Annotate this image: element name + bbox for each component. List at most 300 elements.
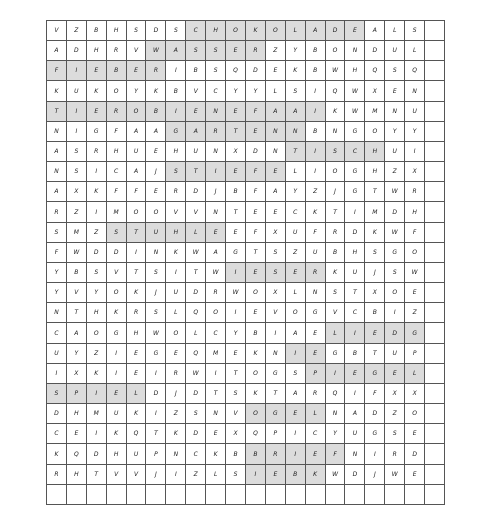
grid-cell[interactable]: T [365, 182, 385, 202]
grid-cell[interactable] [345, 485, 365, 505]
grid-cell[interactable]: D [345, 223, 365, 243]
grid-cell[interactable]: C [206, 323, 226, 343]
grid-cell[interactable]: K [107, 424, 127, 444]
grid-cell[interactable]: G [365, 424, 385, 444]
grid-cell[interactable]: D [146, 384, 166, 404]
grid-cell[interactable] [425, 21, 445, 41]
grid-cell[interactable]: T [345, 283, 365, 303]
grid-cell[interactable]: A [127, 162, 147, 182]
grid-cell[interactable]: H [87, 41, 107, 61]
grid-cell[interactable] [425, 182, 445, 202]
grid-cell[interactable]: O [326, 162, 346, 182]
grid-cell[interactable]: Z [67, 202, 87, 222]
grid-cell[interactable]: Y [67, 344, 87, 364]
grid-cell[interactable]: Q [326, 384, 346, 404]
grid-cell[interactable]: B [87, 21, 107, 41]
grid-cell[interactable]: K [87, 81, 107, 101]
grid-cell[interactable] [67, 485, 87, 505]
grid-cell[interactable]: X [405, 162, 425, 182]
grid-cell[interactable]: R [87, 142, 107, 162]
grid-cell[interactable]: T [226, 122, 246, 142]
grid-cell[interactable]: N [146, 243, 166, 263]
grid-cell[interactable]: I [286, 444, 306, 464]
grid-cell[interactable]: I [306, 102, 326, 122]
grid-cell[interactable]: O [405, 404, 425, 424]
grid-cell[interactable]: T [286, 142, 306, 162]
grid-cell[interactable]: U [286, 223, 306, 243]
grid-cell[interactable] [146, 485, 166, 505]
grid-cell[interactable]: W [146, 41, 166, 61]
grid-cell[interactable]: Q [127, 424, 147, 444]
grid-cell[interactable]: N [266, 344, 286, 364]
grid-cell[interactable]: U [345, 263, 365, 283]
grid-cell[interactable]: H [206, 21, 226, 41]
grid-cell[interactable]: K [306, 202, 326, 222]
grid-cell[interactable]: E [345, 21, 365, 41]
grid-cell[interactable]: S [226, 384, 246, 404]
grid-cell[interactable]: Q [365, 61, 385, 81]
grid-cell[interactable]: O [326, 41, 346, 61]
grid-cell[interactable]: S [67, 162, 87, 182]
grid-cell[interactable]: E [266, 162, 286, 182]
grid-cell[interactable]: O [226, 21, 246, 41]
grid-cell[interactable]: U [405, 102, 425, 122]
grid-cell[interactable]: J [326, 182, 346, 202]
grid-cell[interactable]: S [127, 21, 147, 41]
grid-cell[interactable]: T [146, 424, 166, 444]
grid-cell[interactable]: F [127, 182, 147, 202]
grid-cell[interactable]: D [246, 61, 266, 81]
grid-cell[interactable]: C [206, 81, 226, 101]
grid-cell[interactable]: V [266, 303, 286, 323]
grid-cell[interactable]: X [67, 364, 87, 384]
grid-cell[interactable]: S [166, 162, 186, 182]
grid-cell[interactable] [425, 323, 445, 343]
grid-cell[interactable]: R [206, 122, 226, 142]
grid-cell[interactable]: N [345, 41, 365, 61]
grid-cell[interactable]: I [405, 142, 425, 162]
grid-cell[interactable]: P [405, 344, 425, 364]
grid-cell[interactable]: U [345, 424, 365, 444]
grid-cell[interactable]: H [67, 465, 87, 485]
grid-cell[interactable]: E [345, 364, 365, 384]
grid-cell[interactable]: Y [127, 81, 147, 101]
grid-cell[interactable]: Y [286, 182, 306, 202]
grid-cell[interactable] [425, 465, 445, 485]
grid-cell[interactable]: B [67, 263, 87, 283]
grid-cell[interactable]: K [47, 444, 67, 464]
grid-cell[interactable]: N [47, 122, 67, 142]
grid-cell[interactable]: N [206, 102, 226, 122]
grid-cell[interactable] [246, 485, 266, 505]
grid-cell[interactable]: A [47, 142, 67, 162]
grid-cell[interactable]: R [206, 283, 226, 303]
grid-cell[interactable] [425, 444, 445, 464]
grid-cell[interactable]: I [107, 344, 127, 364]
grid-cell[interactable]: Q [405, 61, 425, 81]
grid-cell[interactable]: N [345, 444, 365, 464]
grid-cell[interactable]: O [385, 283, 405, 303]
grid-cell[interactable]: D [107, 243, 127, 263]
grid-cell[interactable]: D [67, 41, 87, 61]
grid-cell[interactable]: K [127, 283, 147, 303]
grid-cell[interactable]: G [345, 182, 365, 202]
grid-cell[interactable]: M [365, 202, 385, 222]
grid-cell[interactable]: O [246, 283, 266, 303]
grid-cell[interactable]: N [326, 122, 346, 142]
grid-cell[interactable]: M [365, 102, 385, 122]
grid-cell[interactable]: R [306, 384, 326, 404]
grid-cell[interactable]: C [47, 424, 67, 444]
grid-cell[interactable]: V [67, 283, 87, 303]
grid-cell[interactable]: B [286, 465, 306, 485]
grid-cell[interactable]: A [47, 41, 67, 61]
grid-cell[interactable]: G [306, 303, 326, 323]
grid-cell[interactable]: E [246, 122, 266, 142]
grid-cell[interactable]: S [286, 364, 306, 384]
grid-cell[interactable]: A [306, 21, 326, 41]
grid-cell[interactable]: I [67, 61, 87, 81]
grid-cell[interactable]: F [47, 61, 67, 81]
grid-cell[interactable]: Y [47, 263, 67, 283]
grid-cell[interactable]: K [365, 223, 385, 243]
grid-cell[interactable]: I [266, 323, 286, 343]
grid-cell[interactable]: W [345, 81, 365, 101]
grid-cell[interactable]: U [107, 404, 127, 424]
grid-cell[interactable]: R [385, 444, 405, 464]
grid-cell[interactable]: Z [166, 404, 186, 424]
grid-cell[interactable]: G [385, 243, 405, 263]
grid-cell[interactable]: S [107, 223, 127, 243]
grid-cell[interactable]: L [186, 223, 206, 243]
grid-cell[interactable]: T [67, 303, 87, 323]
grid-cell[interactable]: R [166, 182, 186, 202]
grid-cell[interactable]: I [107, 364, 127, 384]
grid-cell[interactable]: L [186, 323, 206, 343]
grid-cell[interactable]: I [87, 162, 107, 182]
grid-cell[interactable]: O [127, 102, 147, 122]
grid-cell[interactable]: E [186, 102, 206, 122]
grid-cell[interactable]: I [206, 162, 226, 182]
grid-cell[interactable]: S [206, 61, 226, 81]
grid-cell[interactable]: H [405, 202, 425, 222]
grid-cell[interactable]: G [326, 344, 346, 364]
grid-cell[interactable]: P [146, 444, 166, 464]
grid-cell[interactable]: I [47, 364, 67, 384]
grid-cell[interactable]: J [166, 384, 186, 404]
grid-cell[interactable]: E [306, 344, 326, 364]
grid-cell[interactable] [306, 485, 326, 505]
grid-cell[interactable]: F [306, 223, 326, 243]
grid-cell[interactable]: G [405, 323, 425, 343]
grid-cell[interactable]: L [127, 384, 147, 404]
grid-cell[interactable] [425, 263, 445, 283]
grid-cell[interactable]: A [286, 323, 306, 343]
grid-cell[interactable]: G [345, 122, 365, 142]
grid-cell[interactable]: I [67, 102, 87, 122]
grid-cell[interactable]: B [107, 61, 127, 81]
grid-cell[interactable]: O [107, 81, 127, 101]
grid-cell[interactable]: D [365, 41, 385, 61]
grid-cell[interactable]: Q [186, 344, 206, 364]
grid-cell[interactable]: S [326, 283, 346, 303]
grid-cell[interactable]: T [127, 263, 147, 283]
grid-cell[interactable]: F [405, 223, 425, 243]
grid-cell[interactable]: E [405, 465, 425, 485]
grid-cell[interactable]: E [286, 263, 306, 283]
grid-cell[interactable]: K [87, 182, 107, 202]
grid-cell[interactable]: B [365, 303, 385, 323]
grid-cell[interactable]: Z [385, 404, 405, 424]
grid-cell[interactable]: B [146, 102, 166, 122]
grid-cell[interactable]: L [286, 283, 306, 303]
grid-cell[interactable]: G [107, 323, 127, 343]
grid-cell[interactable]: W [226, 283, 246, 303]
grid-cell[interactable]: L [266, 81, 286, 101]
grid-cell[interactable]: Y [87, 283, 107, 303]
grid-cell[interactable]: N [266, 122, 286, 142]
grid-cell[interactable]: H [345, 243, 365, 263]
grid-cell[interactable] [425, 344, 445, 364]
grid-cell[interactable]: X [67, 182, 87, 202]
grid-cell[interactable]: V [47, 21, 67, 41]
grid-cell[interactable]: H [166, 142, 186, 162]
grid-cell[interactable]: Q [226, 61, 246, 81]
grid-cell[interactable]: A [206, 243, 226, 263]
grid-cell[interactable]: X [266, 223, 286, 243]
grid-cell[interactable]: Z [186, 465, 206, 485]
grid-cell[interactable]: H [67, 404, 87, 424]
grid-cell[interactable]: Q [186, 303, 206, 323]
grid-cell[interactable]: A [47, 182, 67, 202]
grid-cell[interactable]: G [266, 364, 286, 384]
grid-cell[interactable]: S [186, 404, 206, 424]
grid-cell[interactable]: C [186, 444, 206, 464]
grid-cell[interactable]: X [226, 142, 246, 162]
grid-cell[interactable] [425, 283, 445, 303]
grid-cell[interactable]: W [146, 323, 166, 343]
grid-cell[interactable]: D [405, 444, 425, 464]
grid-cell[interactable]: L [405, 364, 425, 384]
grid-cell[interactable]: F [246, 223, 266, 243]
grid-cell[interactable]: H [166, 223, 186, 243]
grid-cell[interactable]: L [286, 21, 306, 41]
grid-cell[interactable]: A [127, 122, 147, 142]
grid-cell[interactable]: S [67, 142, 87, 162]
grid-cell[interactable]: C [107, 162, 127, 182]
grid-cell[interactable]: Y [246, 81, 266, 101]
grid-cell[interactable]: D [146, 21, 166, 41]
grid-cell[interactable]: I [127, 243, 147, 263]
grid-cell[interactable]: Q [67, 444, 87, 464]
grid-cell[interactable]: N [206, 404, 226, 424]
grid-cell[interactable]: Y [405, 122, 425, 142]
grid-cell[interactable]: U [186, 142, 206, 162]
grid-cell[interactable] [425, 424, 445, 444]
grid-cell[interactable] [425, 202, 445, 222]
grid-cell[interactable]: A [365, 21, 385, 41]
grid-cell[interactable]: R [306, 263, 326, 283]
grid-cell[interactable]: I [87, 424, 107, 444]
grid-cell[interactable]: H [107, 21, 127, 41]
grid-cell[interactable]: Y [326, 424, 346, 444]
grid-cell[interactable]: G [146, 344, 166, 364]
grid-cell[interactable] [326, 485, 346, 505]
grid-cell[interactable]: E [166, 344, 186, 364]
grid-cell[interactable]: T [266, 384, 286, 404]
grid-cell[interactable]: U [127, 142, 147, 162]
grid-cell[interactable]: U [166, 283, 186, 303]
grid-cell[interactable]: O [266, 21, 286, 41]
grid-cell[interactable]: H [127, 323, 147, 343]
grid-cell[interactable]: S [365, 243, 385, 263]
grid-cell[interactable]: N [326, 404, 346, 424]
grid-cell[interactable]: I [345, 202, 365, 222]
grid-cell[interactable]: W [67, 243, 87, 263]
grid-cell[interactable]: L [385, 21, 405, 41]
grid-cell[interactable] [425, 384, 445, 404]
grid-cell[interactable]: T [226, 364, 246, 384]
grid-cell[interactable]: L [405, 41, 425, 61]
grid-cell[interactable] [425, 102, 445, 122]
grid-cell[interactable]: I [146, 364, 166, 384]
grid-cell[interactable]: O [166, 323, 186, 343]
grid-cell[interactable]: B [246, 444, 266, 464]
grid-cell[interactable]: E [306, 444, 326, 464]
grid-cell[interactable]: I [365, 444, 385, 464]
grid-cell[interactable]: S [385, 61, 405, 81]
grid-cell[interactable]: B [246, 323, 266, 343]
grid-cell[interactable]: E [226, 223, 246, 243]
grid-cell[interactable]: R [405, 182, 425, 202]
grid-cell[interactable]: U [67, 81, 87, 101]
grid-cell[interactable] [47, 485, 67, 505]
grid-cell[interactable]: I [286, 424, 306, 444]
grid-cell[interactable]: F [107, 122, 127, 142]
grid-cell[interactable]: V [226, 404, 246, 424]
grid-cell[interactable]: B [306, 122, 326, 142]
grid-cell[interactable]: W [385, 465, 405, 485]
grid-cell[interactable] [166, 485, 186, 505]
grid-cell[interactable]: E [146, 142, 166, 162]
grid-cell[interactable]: Z [87, 344, 107, 364]
grid-cell[interactable]: W [186, 243, 206, 263]
grid-cell[interactable]: E [107, 384, 127, 404]
grid-cell[interactable]: B [326, 243, 346, 263]
grid-cell[interactable]: S [146, 263, 166, 283]
grid-cell[interactable]: F [47, 243, 67, 263]
grid-cell[interactable]: L [326, 323, 346, 343]
grid-cell[interactable]: I [286, 344, 306, 364]
grid-cell[interactable]: V [107, 465, 127, 485]
grid-cell[interactable]: E [226, 41, 246, 61]
grid-cell[interactable]: G [166, 122, 186, 142]
grid-cell[interactable]: Z [405, 303, 425, 323]
grid-cell[interactable]: Q [326, 81, 346, 101]
grid-cell[interactable]: X [405, 384, 425, 404]
grid-cell[interactable]: E [206, 424, 226, 444]
grid-cell[interactable]: I [87, 384, 107, 404]
grid-cell[interactable]: B [306, 61, 326, 81]
grid-cell[interactable]: Z [67, 21, 87, 41]
grid-cell[interactable] [186, 485, 206, 505]
grid-cell[interactable]: E [206, 223, 226, 243]
grid-cell[interactable]: D [87, 243, 107, 263]
grid-cell[interactable] [425, 404, 445, 424]
grid-cell[interactable]: V [107, 263, 127, 283]
grid-cell[interactable]: Y [47, 283, 67, 303]
grid-cell[interactable]: O [246, 364, 266, 384]
grid-cell[interactable]: I [166, 102, 186, 122]
grid-cell[interactable] [425, 243, 445, 263]
grid-cell[interactable]: Z [385, 162, 405, 182]
grid-cell[interactable]: K [286, 61, 306, 81]
grid-cell[interactable]: A [286, 384, 306, 404]
grid-cell[interactable]: T [186, 263, 206, 283]
grid-cell[interactable]: F [365, 384, 385, 404]
grid-cell[interactable]: B [226, 444, 246, 464]
grid-cell[interactable]: I [345, 323, 365, 343]
grid-cell[interactable]: O [246, 404, 266, 424]
grid-cell[interactable]: M [67, 223, 87, 243]
grid-cell[interactable]: S [385, 263, 405, 283]
grid-cell[interactable]: A [266, 182, 286, 202]
grid-cell[interactable]: B [186, 61, 206, 81]
grid-cell[interactable]: I [67, 122, 87, 142]
grid-cell[interactable]: K [87, 364, 107, 384]
grid-cell[interactable]: E [127, 364, 147, 384]
grid-cell[interactable]: U [146, 223, 166, 243]
grid-cell[interactable] [206, 485, 226, 505]
grid-cell[interactable]: E [246, 202, 266, 222]
grid-cell[interactable]: K [127, 404, 147, 424]
grid-cell[interactable]: Z [87, 223, 107, 243]
grid-cell[interactable] [365, 485, 385, 505]
grid-cell[interactable]: H [87, 303, 107, 323]
grid-cell[interactable]: F [246, 102, 266, 122]
grid-cell[interactable]: R [266, 444, 286, 464]
grid-cell[interactable]: E [306, 323, 326, 343]
grid-cell[interactable]: O [206, 303, 226, 323]
grid-cell[interactable]: W [206, 263, 226, 283]
grid-cell[interactable]: O [405, 243, 425, 263]
grid-cell[interactable]: E [246, 263, 266, 283]
grid-cell[interactable]: T [246, 243, 266, 263]
grid-cell[interactable] [425, 364, 445, 384]
grid-cell[interactable]: C [345, 142, 365, 162]
grid-cell[interactable]: D [186, 182, 206, 202]
grid-cell[interactable]: N [206, 142, 226, 162]
grid-cell[interactable]: K [146, 81, 166, 101]
grid-cell[interactable] [425, 142, 445, 162]
grid-cell[interactable]: O [286, 303, 306, 323]
grid-cell[interactable]: O [107, 283, 127, 303]
grid-cell[interactable]: W [326, 61, 346, 81]
grid-cell[interactable]: N [166, 444, 186, 464]
grid-cell[interactable]: S [146, 303, 166, 323]
grid-cell[interactable]: R [47, 465, 67, 485]
grid-cell[interactable]: K [107, 303, 127, 323]
grid-cell[interactable]: G [87, 122, 107, 142]
grid-cell[interactable]: B [306, 41, 326, 61]
grid-cell[interactable]: S [266, 243, 286, 263]
grid-cell[interactable]: C [286, 202, 306, 222]
grid-cell[interactable]: M [206, 344, 226, 364]
grid-cell[interactable]: J [365, 465, 385, 485]
grid-cell[interactable] [226, 485, 246, 505]
grid-cell[interactable]: S [47, 384, 67, 404]
grid-cell[interactable] [385, 485, 405, 505]
